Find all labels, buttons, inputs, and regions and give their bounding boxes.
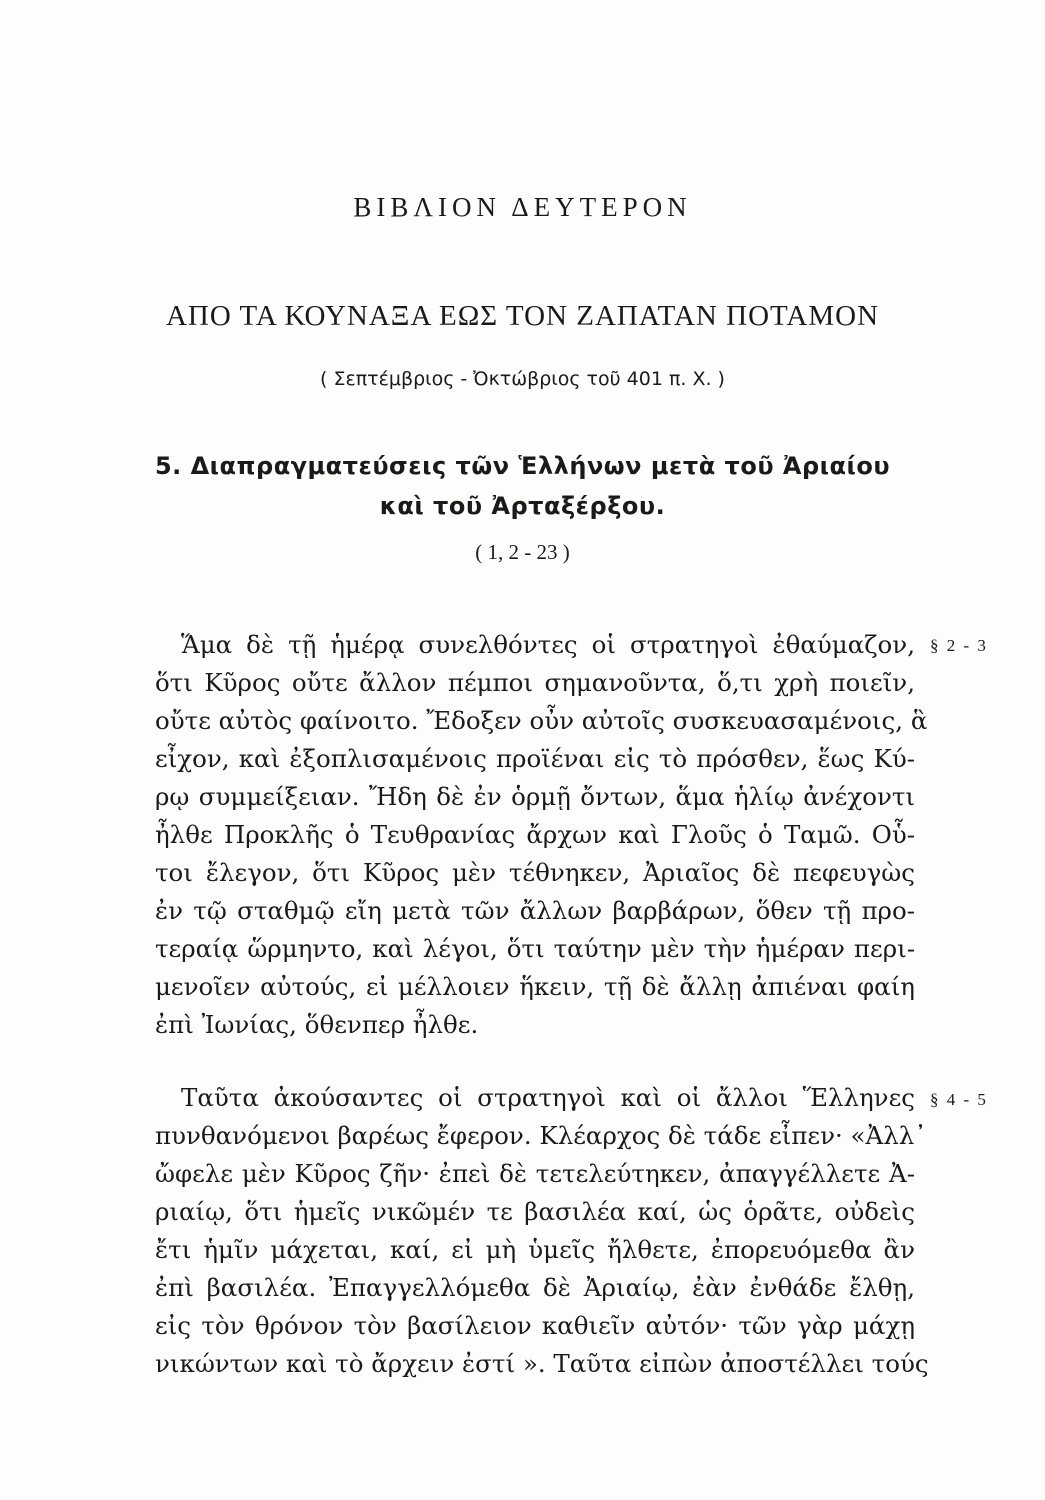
text-line: ἐπὶ βασιλέα. Ἐπαγγελλόμεθα δὲ Ἀριαίῳ, ἐὰν ἐνθάδε ἔλθῃ, (155, 1273, 915, 1302)
text-line: ἐπὶ Ἰωνίας, ὅθενπερ ἦλθε. (155, 1010, 479, 1039)
route-title: ΑΠΟ ΤΑ ΚΟΥΝΑΞΑ ΕΩΣ ΤΟΝ ΖΑΠΑΤΑΝ ΠΟΤΑΜΟΝ (165, 300, 880, 332)
text-line: πυνθανόμενοι βαρέως ἔφερον. Κλέαρχος δὲ τάδε εἶπεν· «Ἀλλ᾽ (155, 1121, 927, 1150)
text-line: οὔτε αὐτὸς φαίνοιτο. Ἔδοξεν οὖν αὐτοῖς συσκευασαμένοις, ἃ (155, 706, 928, 735)
book-title: ΒΙΒΛΙΟΝ ΔΕΥΤΕΡΟΝ (353, 192, 692, 222)
text-line: Ταῦτα ἀκούσαντες οἱ στρατηγοὶ καὶ οἱ ἄλλοι Ἕλληνες (181, 1083, 915, 1112)
margin-reference: § 2 - 3 (930, 636, 988, 655)
text-line: ὅτι Κῦρος οὔτε ἄλλον πέμποι σημανοῦντα, ὅ,τι χρὴ ποιεῖν, (155, 668, 915, 697)
text-line: νικώντων καὶ τὸ ἄρχειν ἐστί ». Ταῦτα εἰπὼν ἀποστέλλει τούς (155, 1349, 929, 1378)
section-heading-line-1: 5. Διαπραγματεύσεις τῶν Ἑλλήνων μετὰ τοῦ Ἀριαίου (154, 452, 891, 480)
text-line: ἔτι ἡμῖν μάχεται, καί, εἰ μὴ ὑμεῖς ἤλθετε, ἐπορευόμεθα ἂν (155, 1235, 915, 1264)
text-line: εἶχον, καὶ ἐξοπλισαμένοις προϊέναι εἰς τὸ πρόσθεν, ἕως Κύ- (155, 744, 915, 773)
section-heading-line-2: καὶ τοῦ Ἀρταξέρξου. (379, 492, 666, 520)
date-range: ( Σεπτέμβριος - Ὀκτώβριος τοῦ 401 π. Χ. ) (320, 368, 725, 390)
text-line: ριαίῳ, ὅτι ἡμεῖς νικῶμέν τε βασιλέα καί, ὡς ὁρᾶτε, οὐδεὶς (155, 1197, 915, 1226)
margin-reference: § 4 - 5 (930, 1090, 988, 1109)
text-line: μενοῖεν αὐτούς, εἰ μέλλοιεν ἥκειν, τῇ δὲ ἄλλῃ ἀπιέναι φαίη (155, 972, 915, 1001)
section-reference: ( 1, 2 - 23 ) (475, 540, 570, 564)
text-line: ἐν τῷ σταθμῷ εἴη μετὰ τῶν ἄλλων βαρβάρων, ὅθεν τῇ προ- (155, 896, 915, 925)
text-line: Ἅμα δὲ τῇ ἡμέρᾳ συνελθόντες οἱ στρατηγοὶ ἐθαύμαζον, (181, 630, 915, 659)
section-heading (0, 446, 1045, 526)
text-line: τοι ἔλεγον, ὅτι Κῦρος μὲν τέθνηκεν, Ἀριαῖος δὲ πεφευγὼς (155, 858, 915, 887)
text-line: ἦλθε Προκλῆς ὁ Τευθρανίας ἄρχων καὶ Γλοῦς ὁ Ταμῶ. Οὗ- (155, 820, 915, 849)
text-line: εἰς τὸν θρόνον τὸν βασίλειον καθιεῖν αὐτόν· τῶν γὰρ μάχῃ (155, 1311, 915, 1340)
text-line: ὤφελε μὲν Κῦρος ζῆν· ἐπεὶ δὲ τετελεύτηκεν, ἀπαγγέλλετε Ἀ- (155, 1159, 915, 1188)
text-line: ρῳ συμμείξειαν. Ἤδη δὲ ἐν ὁρμῇ ὄντων, ἅμα ἡλίῳ ἀνέχοντι (155, 782, 915, 811)
text-line: τεραίᾳ ὥρμηντο, καὶ λέγοι, ὅτι ταύτην μὲν τὴν ἡμέραν περι- (155, 934, 915, 963)
